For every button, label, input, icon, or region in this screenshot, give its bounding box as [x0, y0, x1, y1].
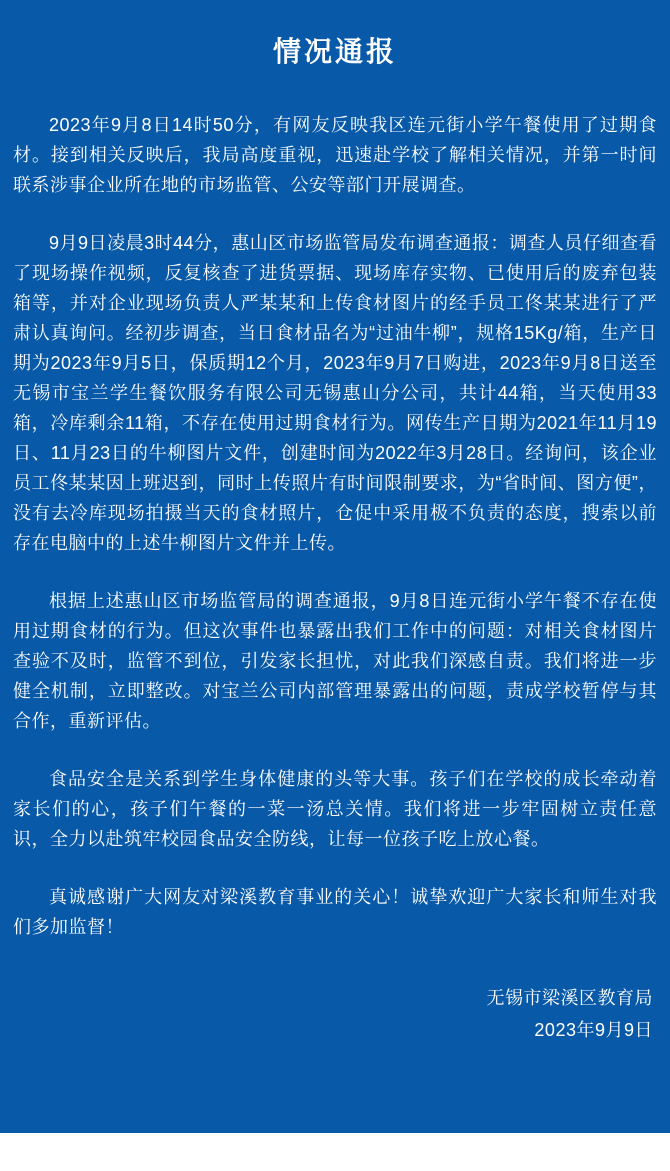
- notice-paragraph-5: 真诚感谢广大网友对梁溪教育事业的关心！诚挚欢迎广大家长和师生对我们多加监督！: [13, 887, 657, 937]
- notice-paragraph-3: 根据上述惠山区市场监管局的调查通报，9月8日连元街小学午餐不存在使用过期食材的行为。但这次事件也暴露出我们工作中的问题：对相关食材图片查验不及时，监管不到位，引发家长担忧，对此我们深感自责。我们将进一步健全机制，立即整改。对宝兰公司内部管理暴露出的问题，责成学校暂停与其合作，重新评估。: [13, 591, 657, 731]
- notice-signature: 无锡市梁溪区教育局: [486, 988, 653, 1008]
- notice-paragraph-2: 9月9日凌晨3时44分，惠山区市场监管局发布调查通报：调查人员仔细查看了现场操作视频，反复核查了进货票据、现场库存实物、已使用后的废弃包装箱等，并对企业现场负责人严某某和上传食材图片的经手员工佟某某进行了严肃认真询问。经初步调查，当日食材品名为“过油牛柳”，规格15Kg/箱，生产日期为2023年9月5日，保质期12个月，2023年9月7日购进，2023年9月8日送至无锡市宝兰学生餐饮服务有限公司无锡惠山分公司，共计44箱，当天使用33箱，冷库剩余11箱，不存在使用过期食材行为。网传生产日期为2021年11月19日、11月23日的牛柳图片文件，创建时间为2022年3月28日。经询问，该企业员工佟某某因上班迟到，同时上传照片有时间限制要求，为“省时间、图方便”，没有去冷库现场拍摄当天的食材照片，仓促中采用极不负责的态度，搜索以前存在电脑中的上述牛柳图片文件并上传。: [13, 233, 657, 553]
- notice-title: 情况通报: [272, 36, 397, 67]
- notice-paragraph-4: 食品安全是关系到学生身体健康的头等大事。孩子们在学校的成长牵动着家长们的心，孩子们午餐的一菜一汤总关情。我们将进一步牢固树立责任意识，全力以赴筑牢校园食品安全防线，让每一位孩子吃上放心餐。: [13, 769, 657, 849]
- notice-paragraph-1: 2023年9月8日14时50分，有网友反映我区连元街小学午餐使用了过期食材。接到相关反映后，我局高度重视，迅速赴学校了解相关情况，并第一时间联系涉事企业所在地的市场监管、公安等部门开展调查。: [13, 115, 657, 195]
- signature-block: [13, 982, 657, 1046]
- notice-date: 2023年9月9日: [534, 1020, 653, 1040]
